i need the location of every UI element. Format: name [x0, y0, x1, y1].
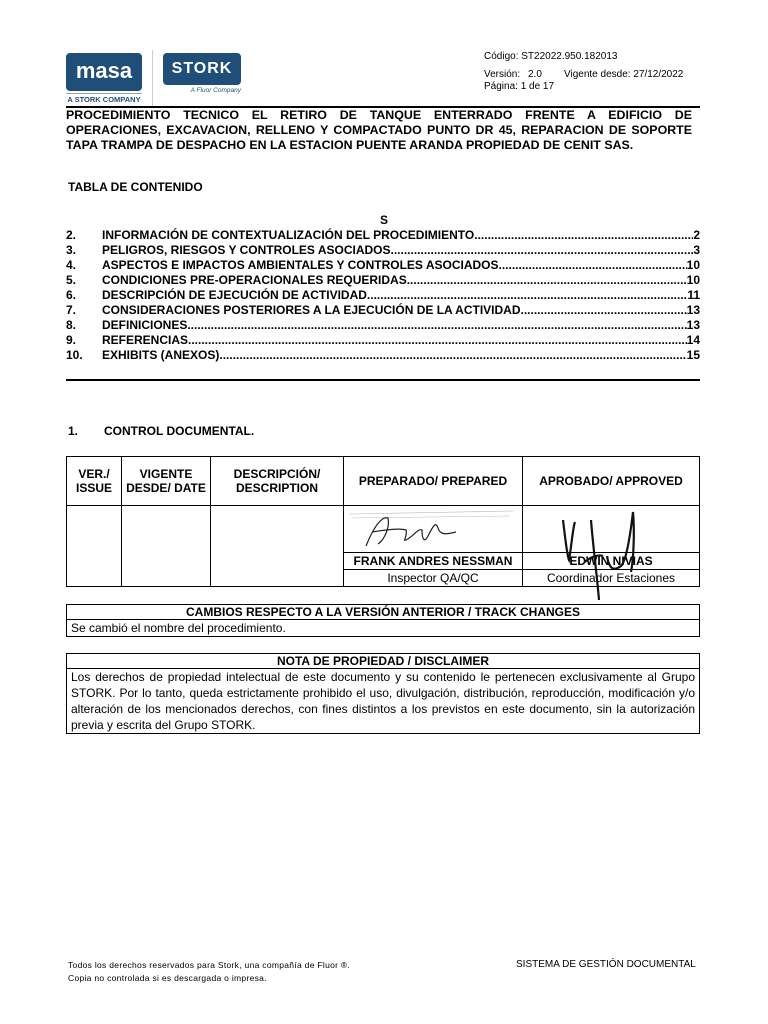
- footer-rights: [68, 959, 350, 985]
- toc-entry-number: 7.: [66, 303, 77, 317]
- cell-prepared: [344, 506, 523, 587]
- toc-entry-number: 2.: [66, 228, 77, 242]
- toc-entry-page: 15: [686, 348, 700, 362]
- approved-role: Coordinador Estaciones: [523, 569, 699, 586]
- toc-entry-title: INFORMACIÓN DE CONTEXTUALIZACIÓN DEL PROCEDIMIENTO .....: [102, 228, 693, 243]
- toc-entry-page: 11: [687, 288, 700, 302]
- cell-date: [122, 506, 211, 587]
- stork-logo-subtitle: A Fluor Company: [190, 87, 241, 94]
- prepared-role: Inspector QA/QC: [344, 569, 522, 586]
- logo-divider: [152, 50, 153, 106]
- section-number: 1.: [68, 424, 79, 438]
- section-title: CONTROL DOCUMENTAL.: [104, 424, 255, 438]
- footer-line-1: Todos los derechos reservados para Stork, una compañía de Fluor ®.: [68, 960, 351, 970]
- col-header-approved: APROBADO/ APPROVED: [523, 457, 700, 506]
- vigente-desde: Vigente desde: 27/12/2022: [564, 69, 684, 80]
- prepared-name: FRANK ANDRES NESSMAN: [344, 552, 522, 569]
- masa-logo: [66, 53, 142, 105]
- toc-entry-number: 6.: [66, 288, 77, 302]
- toc-entry[interactable]: [66, 273, 700, 288]
- toc-entry[interactable]: [66, 318, 700, 333]
- toc-entry-number: 5.: [66, 273, 77, 287]
- toc-entry-page: 14: [686, 333, 700, 347]
- toc-entry-number: 8.: [66, 318, 77, 332]
- disclaimer-box: [66, 653, 700, 734]
- toc-entry-number: 10.: [66, 348, 83, 362]
- stork-logo-text: STORK: [163, 53, 241, 85]
- col-header-ver: VER./ ISSUE: [67, 457, 122, 506]
- track-changes-box: [66, 604, 700, 637]
- toc-entry-page: 13: [686, 303, 700, 317]
- version-value: 2.0: [528, 69, 542, 80]
- toc-entry-title: DEFINICIONES .....: [102, 318, 687, 333]
- masa-logo-text: masa: [66, 53, 142, 91]
- disclaimer-heading: NOTA DE PROPIEDAD / DISCLAIMER: [67, 654, 699, 669]
- toc-entry[interactable]: [66, 303, 700, 318]
- document-code: Código: ST22022.950.182013: [484, 51, 618, 62]
- toc-entry[interactable]: [66, 258, 700, 273]
- toc-entry[interactable]: [66, 348, 700, 363]
- toc-entry-page: 10: [686, 273, 700, 287]
- toc-entry-title: PELIGROS, RIESGOS Y CONTROLES ASOCIADOS .....: [102, 243, 693, 258]
- track-changes-body: Se cambió el nombre del procedimiento.: [71, 621, 286, 635]
- cell-approved: [523, 506, 700, 587]
- masa-logo-subtitle: A STORK COMPANY: [67, 95, 141, 104]
- track-changes-heading: CAMBIOS RESPECTO A LA VERSIÓN ANTERIOR / TRACK CHANGES: [67, 605, 699, 620]
- table-of-contents: [66, 228, 700, 363]
- toc-entry-page: 2: [693, 228, 700, 242]
- version-table-header-row: [67, 457, 700, 506]
- cell-ver: [67, 506, 122, 587]
- toc-entry-title: CONDICIONES PRE-OPERACIONALES REQUERIDAS .....: [102, 273, 687, 288]
- toc-entry-title: ASPECTOS E IMPACTOS AMBIENTALES Y CONTROLES ASOCIADOS .....: [102, 258, 687, 273]
- footer-line-2: Copia no controlada si es descargada o impresa.: [68, 973, 267, 983]
- approved-name: EDWIN NIVIAS: [523, 552, 699, 569]
- disclaimer-body: Los derechos de propiedad intelectual de este documento y su contenido le pertenecen exclusivamente al Grupo STORK. Por lo tanto, queda estrictamente prohibido el uso, divulgación, distribución, reproducción, modificación y/o alteración de los mencionados derechos, con fines distintos a los previstos en este documento, sin la autorización previa y escrita del Grupo STORK.: [71, 670, 695, 732]
- version-line: [484, 69, 683, 80]
- toc-entry-title: EXHIBITS (ANEXOS) .....: [102, 348, 687, 363]
- toc-entry-number: 3.: [66, 243, 77, 257]
- toc-entry[interactable]: [66, 288, 700, 303]
- footer-system-name: SISTEMA DE GESTIÓN DOCUMENTAL: [516, 959, 696, 970]
- toc-entry-page: 10: [686, 258, 700, 272]
- prepared-signature: [344, 506, 522, 556]
- toc-entry-number: 9.: [66, 333, 77, 347]
- toc-entry-title: REFERENCIAS .....: [102, 333, 687, 348]
- approved-signature: [523, 506, 699, 602]
- version-table-row: [67, 506, 700, 587]
- col-header-description: DESCRIPCIÓN/ DESCRIPTION: [211, 457, 344, 506]
- col-header-prepared: PREPARADO/ PREPARED: [344, 457, 523, 506]
- toc-entry[interactable]: [66, 228, 700, 243]
- toc-entry-title: CONSIDERACIONES POSTERIORES A LA EJECUCIÓN DE LA ACTIVIDAD .....: [102, 303, 687, 318]
- version-control-table: [66, 456, 700, 587]
- toc-stray-letter: S: [380, 213, 389, 227]
- document-title: PROCEDIMIENTO TECNICO EL RETIRO DE TANQUE ENTERRADO FRENTE A EDIFICIO DE OPERACIONES, EXCAVACION, RELLENO Y COMPACTADO PUNTO DR 45, REPARACION DE SOPORTE TAPA TRAMPA DE DESPACHO EN LA ESTACION PUENTE ARANDA PROPIEDAD DE CENIT SAS.: [66, 108, 692, 152]
- toc-entry-page: 13: [686, 318, 700, 332]
- toc-heading: TABLA DE CONTENIDO: [68, 180, 203, 194]
- page-number: Página: 1 de 17: [484, 81, 555, 92]
- section-rule: [66, 379, 700, 381]
- toc-entry[interactable]: [66, 243, 700, 258]
- col-header-date: VIGENTE DESDE/ DATE: [122, 457, 211, 506]
- stork-logo: [163, 53, 241, 97]
- toc-entry-number: 4.: [66, 258, 77, 272]
- toc-entry-page: 3: [693, 243, 700, 257]
- cell-description: [211, 506, 344, 587]
- toc-entry-title: DESCRIPCIÓN DE EJECUCIÓN DE ACTIVIDAD .....: [102, 288, 687, 303]
- version-label: Versión:: [484, 69, 521, 80]
- toc-entry[interactable]: [66, 333, 700, 348]
